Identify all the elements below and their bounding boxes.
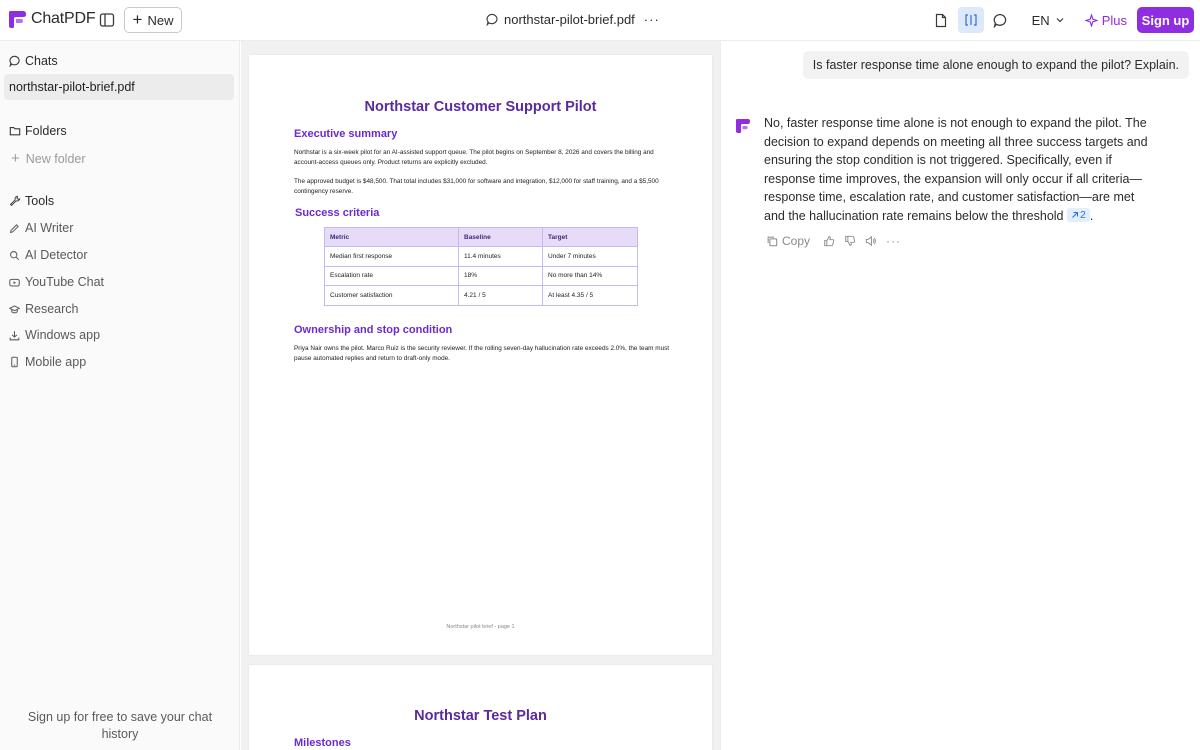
tool-label: Windows app <box>25 328 101 342</box>
plus-icon: + <box>132 10 143 29</box>
tool-label: Research <box>25 302 79 316</box>
chat-bubble-icon <box>9 55 21 67</box>
folder-icon <box>9 125 21 137</box>
sidebar-toggle-icon[interactable] <box>99 12 115 28</box>
language-label: EN <box>1031 12 1050 28</box>
plus-icon: + <box>11 150 20 167</box>
tool-ai-detector[interactable] <box>9 248 88 262</box>
user-message-text: Is faster response time alone enough to expand the pilot? Explain. <box>812 58 1179 72</box>
chat-panel <box>722 41 1200 750</box>
app-name: ChatPDF <box>31 10 96 27</box>
page-title: Northstar Customer Support Pilot <box>364 99 597 115</box>
section-heading: Milestones <box>294 737 351 749</box>
search-icon <box>9 250 20 261</box>
paragraph: The approved budget is $48,500. That total includes $31,000 for software and integration, $12,000 for staff training, and a $5,500 contingency reserve. <box>294 178 659 195</box>
table-cell: At least 4.35 / 5 <box>543 286 638 306</box>
paragraph: Priya Nair owns the pilot. Marco Ruiz is the security reviewer. If the rolling seven-day hallucination rate exceeds 2.0%, the team must pause automated replies and return to draft-only mode. <box>294 345 670 362</box>
message-actions <box>766 234 901 248</box>
arrow-up-right-icon <box>1071 211 1079 219</box>
copy-label: Copy <box>782 234 811 248</box>
paragraph: Northstar is a six-week pilot for an AI-assisted support queue. The pilot begins on September 8, 2026 and covers the billing and account-access queues only. Product returns are explicitly excluded. <box>294 149 654 166</box>
tool-research[interactable] <box>9 302 79 316</box>
pen-icon <box>9 223 20 234</box>
folders-label: Folders <box>25 124 67 138</box>
new-chat-button[interactable] <box>124 7 182 33</box>
graduation-cap-icon <box>9 304 20 315</box>
citation-number: 2 <box>1079 208 1086 221</box>
tool-label: AI Detector <box>25 248 88 262</box>
table-header-cell: Metric <box>325 228 459 247</box>
table-cell: 11.4 minutes <box>459 247 543 267</box>
chatpdf-avatar-icon <box>734 117 752 135</box>
table-header-cell: Baseline <box>459 228 543 247</box>
tool-youtube-chat[interactable] <box>9 275 104 289</box>
tools-label: Tools <box>25 194 55 208</box>
youtube-icon <box>9 277 20 288</box>
phone-icon <box>9 356 20 368</box>
table-header-cell: Target <box>543 228 638 247</box>
chat-view-button[interactable] <box>988 7 1014 33</box>
tool-label: AI Writer <box>25 221 74 235</box>
download-icon <box>9 330 20 341</box>
pdf-viewer[interactable] <box>241 41 721 750</box>
top-bar <box>0 0 1200 41</box>
chats-section-header <box>9 54 58 68</box>
tool-label: Mobile app <box>25 355 87 369</box>
table-cell: No more than 14% <box>543 266 638 286</box>
thumbs-down-icon[interactable] <box>844 235 856 247</box>
more-actions-icon[interactable]: ··· <box>886 234 902 248</box>
page-title: Northstar Test Plan <box>414 708 547 724</box>
table-cell: Median first response <box>325 247 459 267</box>
table-row <box>325 247 638 267</box>
chatpdf-logo-icon <box>6 8 28 30</box>
plus-upgrade-link[interactable] <box>1085 13 1127 28</box>
tool-windows-app[interactable] <box>9 328 100 342</box>
section-heading: Success criteria <box>295 207 380 219</box>
table-cell: Customer satisfaction <box>325 286 459 306</box>
table-cell: Under 7 minutes <box>543 247 638 267</box>
app-logo[interactable] <box>6 8 95 30</box>
assistant-message-text: No, faster response time alone is not enough to expand the pilot. The decision to expand depends on meeting all three success targets and ensuring the stop condition is not triggered. Specifically, even if response time improves, the expansion will only occur if all criteria—response time, escalation rate, and customer satisfaction—are met and the hallucination rate remains below the threshold <box>764 116 1148 223</box>
top-actions <box>928 6 1200 34</box>
section-heading: Executive summary <box>294 128 398 140</box>
folders-section-header <box>9 124 67 138</box>
document-title[interactable] <box>486 12 660 27</box>
signup-note: Sign up for free to save your chat history <box>27 710 213 741</box>
page-footer: Northstar pilot brief - page 1 <box>446 624 515 630</box>
chat-item-northstar[interactable] <box>4 74 234 100</box>
new-folder-button[interactable] <box>11 151 86 166</box>
assistant-message-end: . <box>1089 208 1094 223</box>
user-message <box>803 51 1189 79</box>
chat-item-label: northstar-pilot-brief.pdf <box>9 80 135 94</box>
tool-ai-writer[interactable] <box>9 221 73 235</box>
tool-mobile-app[interactable] <box>9 355 86 369</box>
chevron-down-icon <box>1055 15 1065 25</box>
table-cell: 4.21 / 5 <box>459 286 543 306</box>
table-cell: Escalation rate <box>325 266 459 286</box>
new-chat-label: New <box>147 12 174 28</box>
split-view-icon <box>964 13 978 27</box>
speaker-icon[interactable] <box>865 235 877 247</box>
chat-icon <box>993 13 1008 28</box>
sparkle-icon <box>1085 14 1098 27</box>
document-view-button[interactable] <box>928 7 954 33</box>
split-view-button[interactable] <box>958 7 984 33</box>
success-criteria-table <box>324 227 638 306</box>
plus-label: Plus <box>1101 12 1127 28</box>
file-icon <box>934 13 948 28</box>
copy-icon <box>766 235 778 247</box>
table-row <box>325 286 638 306</box>
new-folder-label: New folder <box>25 151 86 166</box>
more-options-icon[interactable]: ··· <box>643 12 660 27</box>
tools-section-header <box>9 194 54 208</box>
section-heading: Ownership and stop condition <box>294 324 453 336</box>
sidebar <box>0 41 240 750</box>
table-row <box>325 266 638 286</box>
table-cell: 18% <box>459 266 543 286</box>
pdf-page-2 <box>249 665 712 750</box>
citation-badge[interactable] <box>1067 208 1090 222</box>
chats-label: Chats <box>25 54 58 68</box>
thumbs-up-icon[interactable] <box>823 235 835 247</box>
language-selector[interactable] <box>1032 13 1065 28</box>
document-title-text: northstar-pilot-brief.pdf <box>504 12 635 27</box>
tool-label: YouTube Chat <box>25 275 104 289</box>
chat-bubble-icon <box>486 13 499 26</box>
sign-up-button[interactable]: Sign up <box>1137 7 1194 33</box>
copy-button[interactable] <box>766 234 810 248</box>
assistant-message <box>764 114 1149 226</box>
wrench-icon <box>9 195 21 207</box>
table-header-row <box>325 228 638 247</box>
pdf-page-1 <box>249 55 712 655</box>
